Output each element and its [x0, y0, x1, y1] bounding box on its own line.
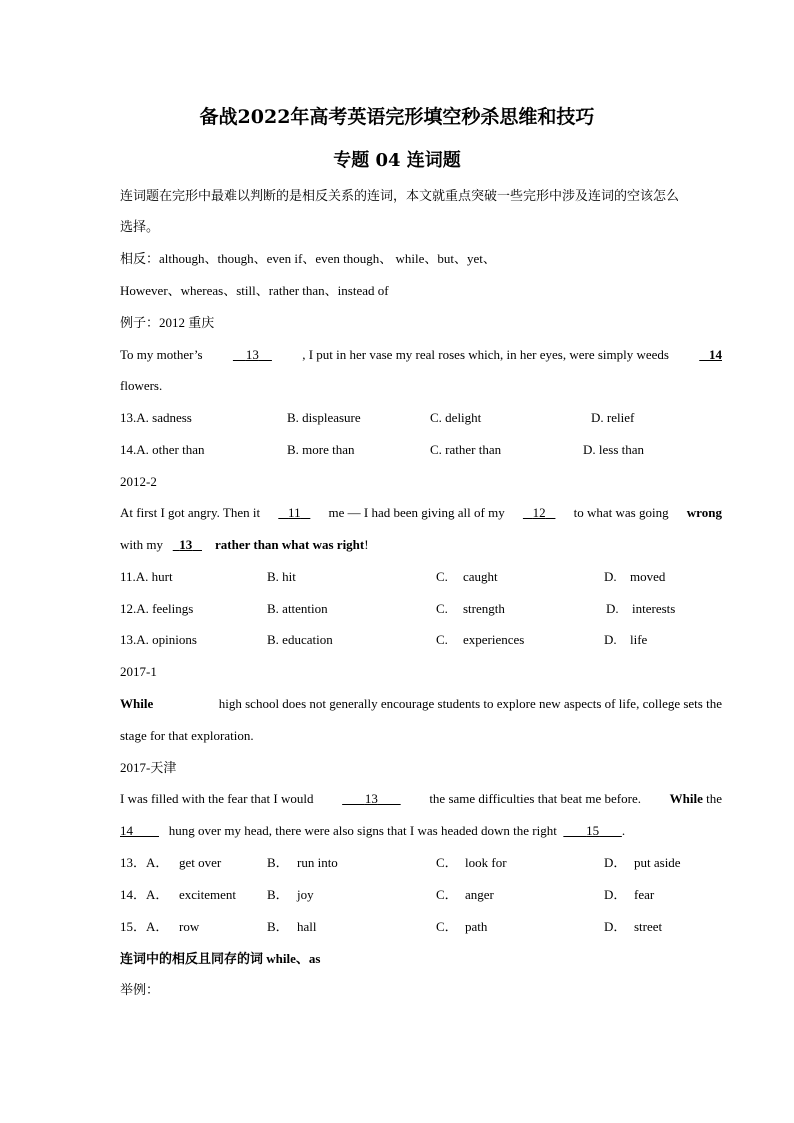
section2-example-label: 举例：: [120, 982, 160, 997]
phrase-rather-than: rather than what was right: [214, 537, 365, 552]
option-15d-ex4-letter: D．: [604, 919, 627, 934]
option-14c: C. rather than: [430, 442, 502, 457]
option-15b-ex4: hall: [297, 919, 317, 934]
section2-heading: 连词中的相反且同存的词 while、as: [120, 951, 321, 966]
word-while: While: [120, 696, 154, 711]
blank-13-number: 13: [245, 347, 259, 362]
option-15b-ex4-letter: B．: [267, 919, 289, 934]
option-13a-ex2: 13.A. opinions: [120, 632, 197, 647]
option-11d-letter: D.: [604, 569, 617, 584]
option-13d-ex2: life: [630, 632, 648, 647]
example2-text-4: with my: [120, 537, 163, 552]
option-13d-ex4-letter: D．: [604, 855, 627, 870]
option-14c-ex4-letter: C．: [436, 887, 458, 902]
example3-label: 2017-1: [120, 664, 157, 679]
option-12a: 12.A. feelings: [120, 601, 194, 616]
option-14a-ex4: excitement: [179, 887, 237, 902]
option-14b-ex4-letter: B．: [267, 887, 289, 902]
example1-text-2: , I put in her vase my real roses which, in her eyes, were simply weeds: [302, 347, 669, 362]
option-15a-ex4-letter: 15．A．: [120, 919, 169, 934]
example2-text-6: !: [364, 537, 369, 552]
option-13c: C. delight: [430, 410, 482, 425]
option-11b: B. hit: [267, 569, 296, 584]
option-14d: D. less than: [583, 442, 645, 457]
blank-14-number: 14: [709, 347, 722, 362]
option-11d: moved: [630, 569, 666, 584]
option-13b-ex4-letter: B．: [267, 855, 289, 870]
example4-sentence-2: [120, 822, 625, 840]
option-14d-ex4-letter: D．: [604, 887, 627, 902]
blank-11-number: 11: [288, 505, 301, 520]
option-13b-ex4: run into: [297, 855, 338, 870]
blank-15-ex4-number: 15: [586, 823, 600, 838]
example4-text-1: I was filled with the fear that I would: [120, 791, 314, 806]
option-13a-ex4-letter: 13．A．: [120, 855, 169, 870]
option-12d-letter: D.: [606, 601, 619, 616]
example3-sentence-1: [120, 695, 722, 713]
option-13b-ex2: B. education: [267, 632, 333, 647]
option-14d-ex4: fear: [634, 887, 655, 902]
example2-label: 2012-2: [120, 474, 157, 489]
example2-text-1: At first I got angry. Then it: [120, 505, 261, 520]
option-15c-ex4-letter: C．: [436, 919, 458, 934]
option-13d-ex4: put aside: [634, 855, 681, 870]
blank-14: [699, 346, 722, 364]
example1-text-1: To my mother’s: [120, 347, 203, 362]
option-11c: caught: [463, 569, 498, 584]
example4-text-2: the same difficulties that beat me before.: [429, 791, 641, 806]
example3-text-2: stage for that exploration.: [120, 728, 254, 743]
word-while-2: While: [669, 791, 703, 806]
document-subtitle: 专题 04 连词题: [333, 150, 461, 171]
blank-11: [278, 504, 310, 522]
option-13c-ex2: experiences: [463, 632, 525, 647]
word-wrong: wrong: [686, 505, 722, 520]
example1-text-3: flowers.: [120, 378, 163, 393]
intro-line-2: 选择。: [120, 219, 160, 234]
example2-sentence-1: [120, 504, 722, 522]
option-13c-ex4-letter: C．: [436, 855, 458, 870]
option-14b: B. more than: [287, 442, 355, 457]
example1-label: 例子：2012 重庆: [120, 315, 215, 330]
blank-12: [523, 504, 556, 522]
option-13d: D. relief: [591, 410, 635, 425]
example3-text-1: high school does not generally encourage students to explore new aspects of life, college sets the: [218, 696, 722, 711]
example2-sentence-2: [120, 536, 369, 554]
option-13d-ex2-letter: D.: [604, 632, 617, 647]
option-11c-letter: C.: [436, 569, 448, 584]
example1-sentence: [120, 346, 722, 364]
option-15d-ex4: street: [634, 919, 663, 934]
option-13a-ex4: get over: [179, 855, 222, 870]
example4-label: 2017-天津: [120, 760, 177, 775]
example2-text-2: me — I had been giving all of my: [328, 505, 505, 520]
blank-14-ex4: [120, 823, 159, 838]
blank-15-ex4: [563, 823, 622, 838]
option-13b: B. displeasure: [287, 410, 361, 425]
document-title: 备战2022年高考英语完形填空秒杀思维和技巧: [199, 106, 595, 128]
option-13c-ex2-letter: C.: [436, 632, 448, 647]
option-14a: 14.A. other than: [120, 442, 205, 457]
option-13a: 13.A. sadness: [120, 410, 192, 425]
blank-13: [233, 346, 272, 364]
option-12c: strength: [463, 601, 505, 616]
intro-line-1: 连词题在完形中最难以判断的是相反关系的连词，本文就重点突破一些完形中涉及连词的空该怎么: [120, 188, 680, 203]
option-14a-ex4-letter: 14．A．: [120, 887, 169, 902]
option-12c-letter: C.: [436, 601, 448, 616]
option-13c-ex4: look for: [465, 855, 507, 870]
option-12b: B. attention: [267, 601, 328, 616]
option-14b-ex4: joy: [297, 887, 314, 902]
option-14c-ex4: anger: [465, 887, 494, 902]
blank-14-ex4-number: 14: [120, 823, 133, 838]
example4-text-3: the: [706, 791, 722, 806]
example4-sentence-1: [120, 790, 722, 808]
example4-text-4: hung over my head, there were also signs that I was headed down the right: [168, 823, 557, 838]
option-11a: 11.A. hurt: [120, 569, 173, 584]
blank-13-ex4: [342, 790, 401, 808]
example2-text-3: to what was going: [573, 505, 669, 520]
contrast-list-line-1: 相反：although、though、even if、even though、 while、but、yet、: [120, 251, 496, 266]
blank-12-number: 12: [532, 505, 546, 520]
blank-13-ex2: [173, 537, 202, 552]
option-15a-ex4: row: [179, 919, 200, 934]
example4-text-5: .: [621, 823, 626, 838]
blank-13-ex4-number: 13: [364, 791, 378, 806]
option-12d: interests: [632, 601, 676, 616]
blank-13-ex2-number: 13: [179, 537, 193, 552]
option-15c-ex4: path: [465, 919, 488, 934]
contrast-list-line-2: However、whereas、still、rather than、instead of: [120, 283, 389, 298]
